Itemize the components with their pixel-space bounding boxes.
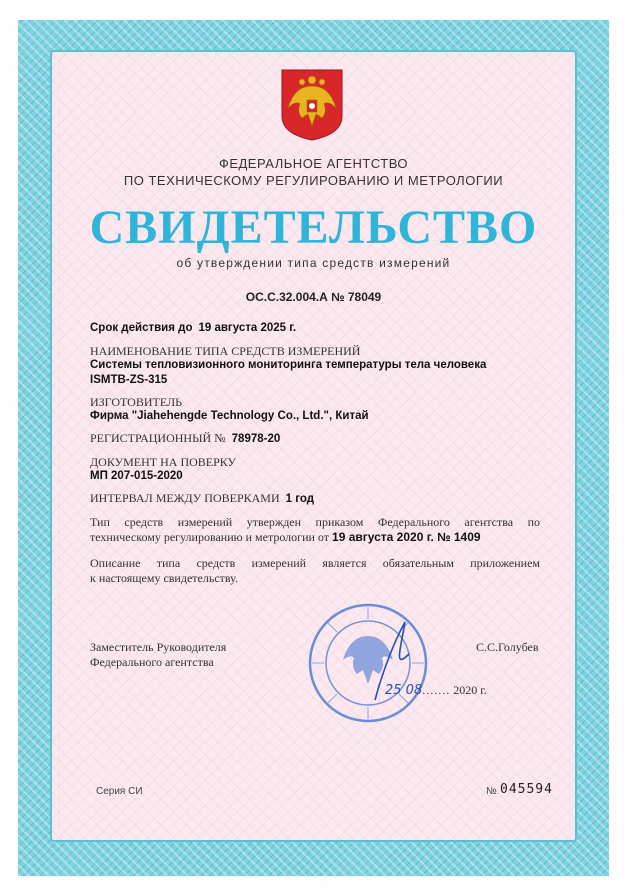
approval-order: 19 августа 2020 г. № 1409 <box>332 530 481 544</box>
validity-row <box>90 320 296 335</box>
approval-line2-prefix: техническому регулированию и метрологии от <box>90 530 330 544</box>
handwritten-date: 25 08 <box>385 683 423 698</box>
verification-doc-label: ДОКУМЕНТ НА ПОВЕРКУ <box>90 455 237 469</box>
description-line2: к настоящему свидетельству. <box>90 571 238 585</box>
verification-doc-value: МП 207-015-2020 <box>90 470 183 482</box>
validity-date: 19 августа 2025 г. <box>198 322 297 334</box>
interval-value: 1 год <box>285 493 315 505</box>
type-name-label: НАИМЕНОВАНИЕ ТИПА СРЕДСТВ ИЗМЕРЕНИЙ <box>90 344 361 358</box>
official-seal-icon <box>305 600 431 726</box>
signatory-name: С.С.Голубев <box>476 640 539 654</box>
interval-row <box>90 491 314 506</box>
description-paragraph <box>90 556 540 586</box>
serial-number: 045594 <box>500 782 553 797</box>
registration-row <box>90 431 280 446</box>
type-name-line2: ISMTB-ZS-315 <box>90 374 168 386</box>
interval-label: ИНТЕРВАЛ МЕЖДУ ПОВЕРКАМИ <box>90 491 280 505</box>
series-label: Серия СИ <box>96 786 143 797</box>
signature-date-row: 25 08....... 2020 г. <box>385 683 487 698</box>
coat-of-arms-icon <box>280 68 344 142</box>
registration-label: РЕГИСТРАЦИОННЫЙ № <box>90 431 226 445</box>
agency-name-line2: ПО ТЕХНИЧЕСКОМУ РЕГУЛИРОВАНИЮ И МЕТРОЛОГИИ <box>123 173 504 188</box>
serial-label: № <box>486 786 497 797</box>
description-line1: Описание типа средств измерений является обязательным приложением <box>90 556 540 570</box>
manufacturer-value: Фирма "Jiahehengde Technology Co., Ltd.", Китай <box>90 410 369 422</box>
type-name-line1: Системы тепловизионного мониторинга температуры тела человека <box>90 359 487 371</box>
approval-line2 <box>90 530 540 545</box>
page-title: СВИДЕТЕЛЬСТВО <box>89 201 538 254</box>
validity-label: Срок действия до <box>90 322 193 334</box>
certificate-number: ОС.С.32.004.А № 78049 <box>245 290 382 304</box>
subtitle: об утверждении типа средств измерений <box>176 256 451 270</box>
signatory-title-line1: Заместитель Руководителя <box>90 640 227 654</box>
manufacturer-label: ИЗГОТОВИТЕЛЬ <box>90 395 183 409</box>
registration-value: 78978-20 <box>231 433 281 445</box>
signature-year: 2020 г. <box>453 683 487 697</box>
approval-line1: Тип средств измерений утвержден приказом Федерального агентства по <box>90 515 540 529</box>
agency-name-line1: ФЕДЕРАЛЬНОЕ АГЕНТСТВО <box>218 156 409 171</box>
signatory-title-line2: Федерального агентства <box>90 655 214 669</box>
approval-paragraph <box>90 515 540 545</box>
